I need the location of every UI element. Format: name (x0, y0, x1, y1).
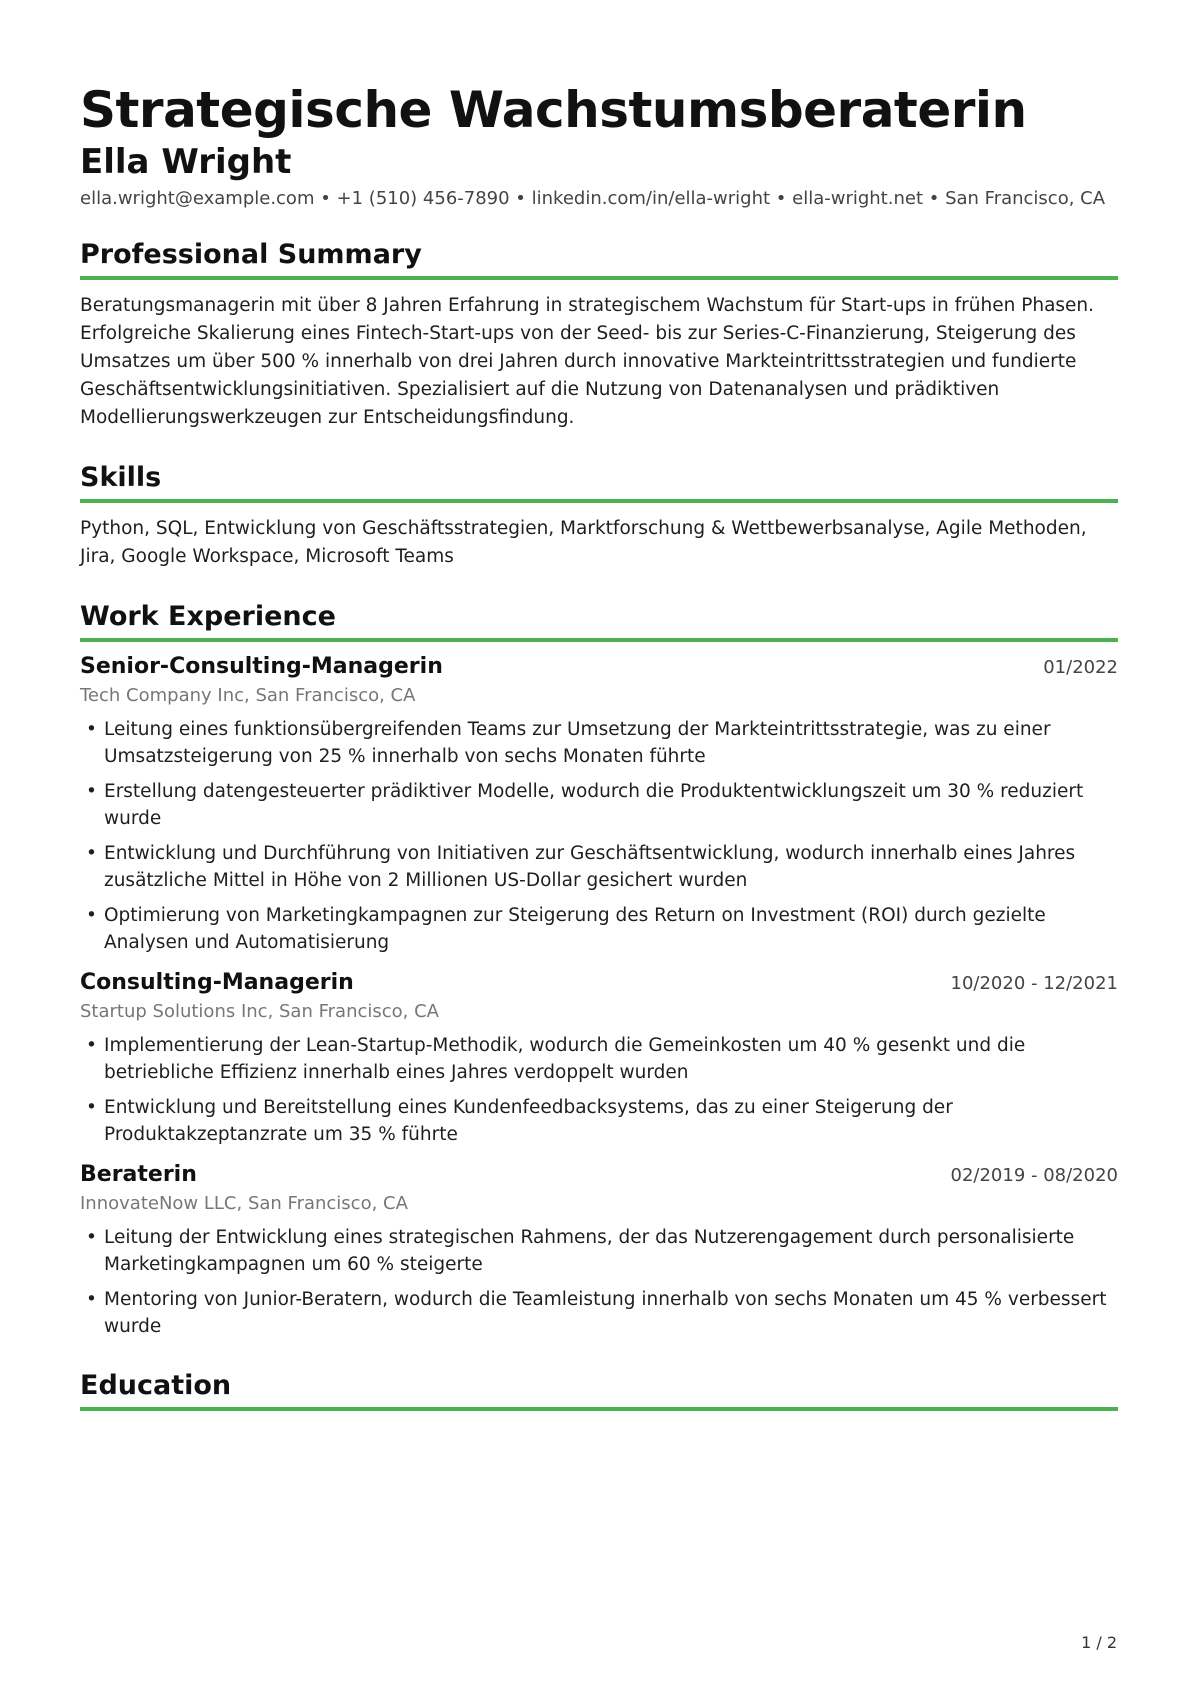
skills-text: Python, SQL, Entwicklung von Geschäftsstrategien, Marktforschung & Wettbewerbsanalyse, Agile Methoden, Jira, Google Workspace, Microsoft Teams (80, 518, 1087, 567)
job-date: 02/2019 - 08/2020 (950, 1165, 1118, 1186)
job-title: Beraterin (80, 1162, 197, 1187)
bullet-dot-icon: • (86, 1289, 97, 1310)
education-heading: Education (80, 1370, 1118, 1411)
bullet-text: Leitung der Entwicklung eines strategischen Rahmens, der das Nutzerengagement durch personalisierte Marketingkampagnen um 60 % steigerte (104, 1227, 1075, 1275)
job-company: InnovateNow LLC, San Francisco, CA (80, 1193, 408, 1214)
job-bullets (80, 1032, 1118, 1148)
bullet-text: Entwicklung und Bereitstellung eines Kundenfeedbacksystems, das zu einer Steigerung der Produktakzeptanzrate um 35 % führte (104, 1097, 953, 1145)
bullet-item (80, 1094, 1118, 1148)
job-title: Senior-Consulting-Managerin (80, 654, 443, 679)
bullet-dot-icon: • (86, 719, 97, 740)
bullet-item (80, 1032, 1118, 1086)
bullet-text: Entwicklung und Durchführung von Initiativen zur Geschäftsentwicklung, wodurch innerhalb eines Jahres zusätzliche Mittel in Höhe von 2 Millionen US-Dollar gesichert wurden (104, 843, 1076, 891)
job-company: Startup Solutions Inc, San Francisco, CA (80, 1001, 439, 1022)
page-number: 1 / 2 (1081, 1633, 1117, 1652)
skills-section (80, 462, 1118, 571)
bullet-text: Erstellung datengesteuerter prädiktiver Modelle, wodurch die Produktentwicklungszeit um 30 % reduziert wurde (104, 781, 1084, 829)
summary-section (80, 239, 1118, 432)
bullet-item (80, 840, 1118, 894)
bullet-item (80, 1224, 1118, 1278)
bullet-item (80, 1286, 1118, 1340)
bullet-dot-icon: • (86, 1097, 97, 1118)
job-bullets (80, 716, 1118, 956)
document-title: Strategische Wachstumsberaterin (80, 81, 1027, 139)
bullet-dot-icon: • (86, 1227, 97, 1248)
bullet-dot-icon: • (86, 905, 97, 926)
bullet-item (80, 778, 1118, 832)
job-date: 10/2020 - 12/2021 (950, 973, 1118, 994)
experience-section (80, 601, 1118, 1340)
job-company: Tech Company Inc, San Francisco, CA (80, 685, 416, 706)
bullet-dot-icon: • (86, 1035, 97, 1056)
experience-heading: Work Experience (80, 601, 1118, 642)
bullet-text: Mentoring von Junior-Beratern, wodurch die Teamleistung innerhalb von sechs Monaten um 45 % verbessert wurde (104, 1289, 1107, 1337)
job-entry (80, 654, 1118, 956)
bullet-text: Optimierung von Marketingkampagnen zur Steigerung des Return on Investment (ROI) durch gezielte Analysen und Automatisierung (104, 905, 1046, 953)
bullet-text: Implementierung der Lean-Startup-Methodik, wodurch die Gemeinkosten um 40 % gesenkt und die betriebliche Effizienz innerhalb eines Jahres verdoppelt wurden (104, 1035, 1026, 1083)
bullet-text: Leitung eines funktionsübergreifenden Teams zur Umsetzung der Markteintrittsstrategie, was zu einer Umsatzsteigerung von 25 % innerhalb von sechs Monaten führte (104, 719, 1051, 767)
job-date: 01/2022 (1043, 657, 1118, 678)
job-entry (80, 1162, 1118, 1340)
candidate-name: Ella Wright (80, 142, 292, 182)
job-title: Consulting-Managerin (80, 970, 354, 995)
job-bullets (80, 1224, 1118, 1340)
job-entry (80, 970, 1118, 1148)
bullet-dot-icon: • (86, 843, 97, 864)
education-section (80, 1370, 1118, 1411)
skills-heading: Skills (80, 462, 1118, 503)
summary-heading: Professional Summary (80, 239, 1118, 280)
contact-line: ella.wright@example.com • +1 (510) 456-7890 • linkedin.com/in/ella-wright • ella-wright.net • San Francisco, CA (80, 188, 1106, 209)
bullet-dot-icon: • (86, 781, 97, 802)
summary-text: Beratungsmanagerin mit über 8 Jahren Erfahrung in strategischem Wachstum für Start-ups in frühen Phasen. Erfolgreiche Skalierung eines Fintech-Start-ups von der Seed- bis zur Series-C-Finanzierung, Steigerung des Umsatzes um über 500 % innerhalb von drei Jahren durch innovative Markteintrittsstrategien und fundierte Geschäftsentwicklungsinitiativen. Spezialisiert auf die Nutzung von Datenanalysen und prädiktiven Modellierungswerkzeugen zur Entscheidungsfindung. (80, 295, 1095, 428)
bullet-item (80, 902, 1118, 956)
bullet-item (80, 716, 1118, 770)
resume-page (80, 80, 1118, 1423)
